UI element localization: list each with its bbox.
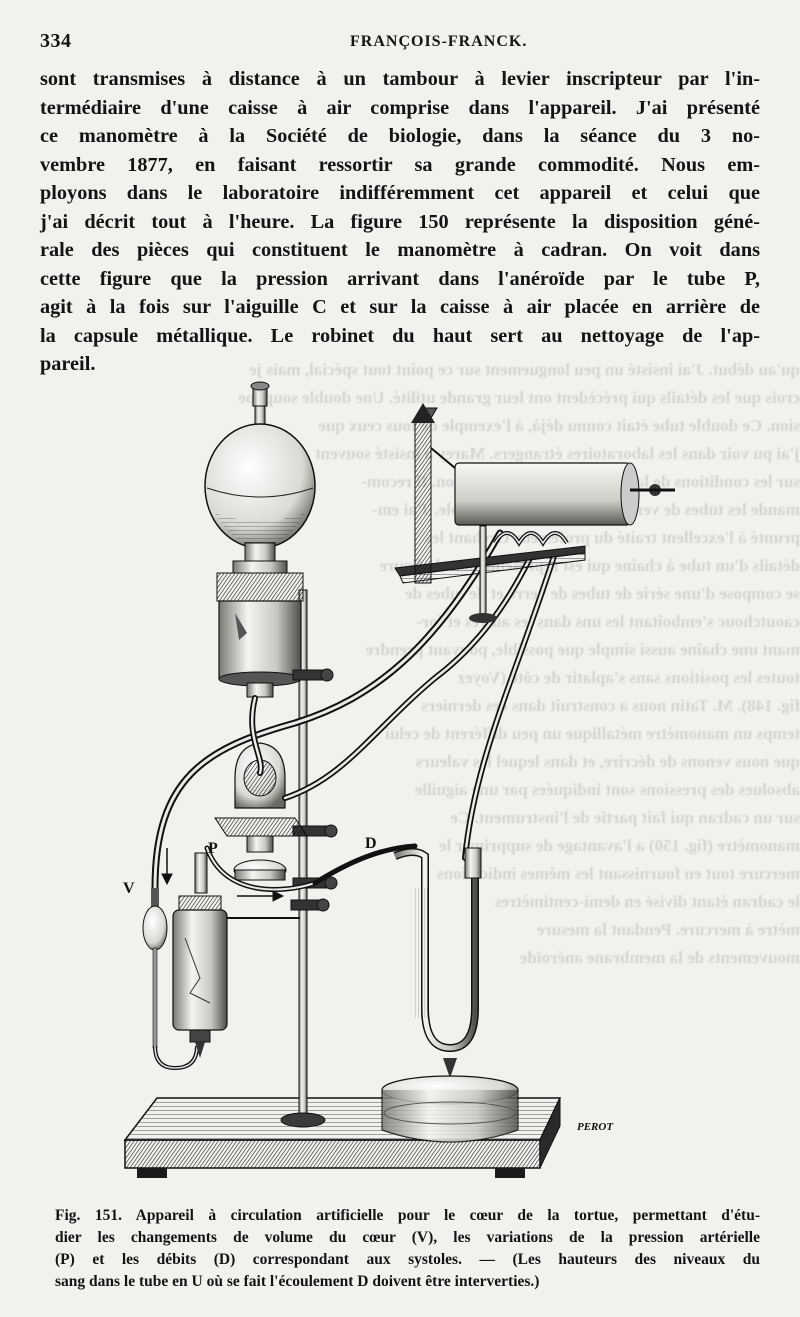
outflow-u-tube-d — [395, 848, 481, 1078]
body-paragraph — [40, 65, 760, 379]
page-header — [40, 30, 760, 60]
body-line: rale des pièces qui constituent le manomètre à cadran. On voit dans — [40, 239, 760, 261]
body-line: pareil. — [40, 353, 96, 375]
body-line: sont transmises à distance à un tambour à levier inscripteur par l'in- — [40, 68, 760, 90]
body-line: cette figure que la pression arrivant dans l'anéroïde par le tube P, — [40, 267, 760, 290]
body-line: vembre 1877, en faisant ressortir sa grande commodité. Nous em- — [40, 153, 760, 176]
body-line: j'ai décrit tout à l'heure. La figure 150 représente la disposition géné- — [40, 210, 760, 233]
apparatus-illustration — [115, 378, 695, 1198]
engraver-signature: PEROT — [577, 1121, 614, 1133]
running-head: FRANÇOIS-FRANCK. — [350, 33, 528, 50]
globe-reservoir — [205, 382, 315, 573]
label-d: D — [365, 835, 377, 852]
page-number: 334 — [40, 30, 72, 52]
label-v: V — [123, 880, 135, 897]
caption-line: (P) et les débits (D) correspondant aux systoles. — (Les hauteurs des niveaux du — [55, 1251, 760, 1268]
bleed-through-texture: qu'au début. J'ai insisté un peu longuement sur ce point tout spécial, mais je crois que les détails qui précèdent ont leur grande utilité. Une double soupape sion. Ce double tube était connu déjà, à l'exemple de tous ceux que j'ai pu voir dans les laboratoires étrangers. Marey a insisté souvent sur les conditions de la recom- mande les tubes de verre em- prunté à l'excellent traité du professeur Gréhant les détails d'un tube à chaîne qui est représenté dans la figure se compose d'une série de tubes de verre et de tubes de caoutchouc s'emboîtant les uns dans les autres et for- mant une chaîne aussi simple que possible, pouvant prendre toutes les positions sans s'aplatir de côté (Voyez fig. 148). M. Tatin nous a construit dans ces derniers temps un manomètre métallique un peu différent de celui que nous venons de décrire, et dans lequel les valeurs absolues des pressions sont indiquées par une aiguille sur un cadran qui fait partie de l'instrument. Ce manomètre (fig. 150) a l'avantage de supprimer le mercure tout en fournissant les mêmes indications le cadran étant divisé en demi-centimètres mètre à mercure. Pendant la mesure mouvements de la membrane anéroïde — [238, 360, 800, 967]
caption-line: dier les changements de volume du cœur (V), les variations de la pression artérielle — [55, 1229, 760, 1246]
apparatus-engraving — [115, 378, 695, 1198]
collecting-dish — [382, 1076, 518, 1142]
caption-line: sang dans le tube en U où se fait l'écoulement D doivent être interverties.) — [55, 1273, 540, 1290]
body-line: ce manomètre à la Société de biologie, dans la séance du 3 no- — [40, 125, 760, 147]
body-line: agit à la fois sur l'aiguille C et sur la caisse à air placée en arrière de — [40, 296, 760, 318]
body-line: la capsule métallique. Le robinet du haut sert au nettoyage de l'ap- — [40, 324, 760, 347]
body-line: termédiaire d'une caisse à air comprise dans l'appareil. J'ai présenté — [40, 96, 760, 119]
body-line: ployons dans le laboratoire indifféremment cet appareil et celui que — [40, 182, 760, 204]
label-p: P — [208, 840, 218, 857]
recording-drum — [395, 403, 675, 623]
rubber-tubes — [155, 533, 555, 890]
caption-line: Fig. 151. Appareil à circulation artificielle pour le cœur de la tortue, permettant d'étu- — [55, 1207, 760, 1224]
figure-caption — [55, 1205, 760, 1293]
glass-jar — [217, 573, 303, 697]
